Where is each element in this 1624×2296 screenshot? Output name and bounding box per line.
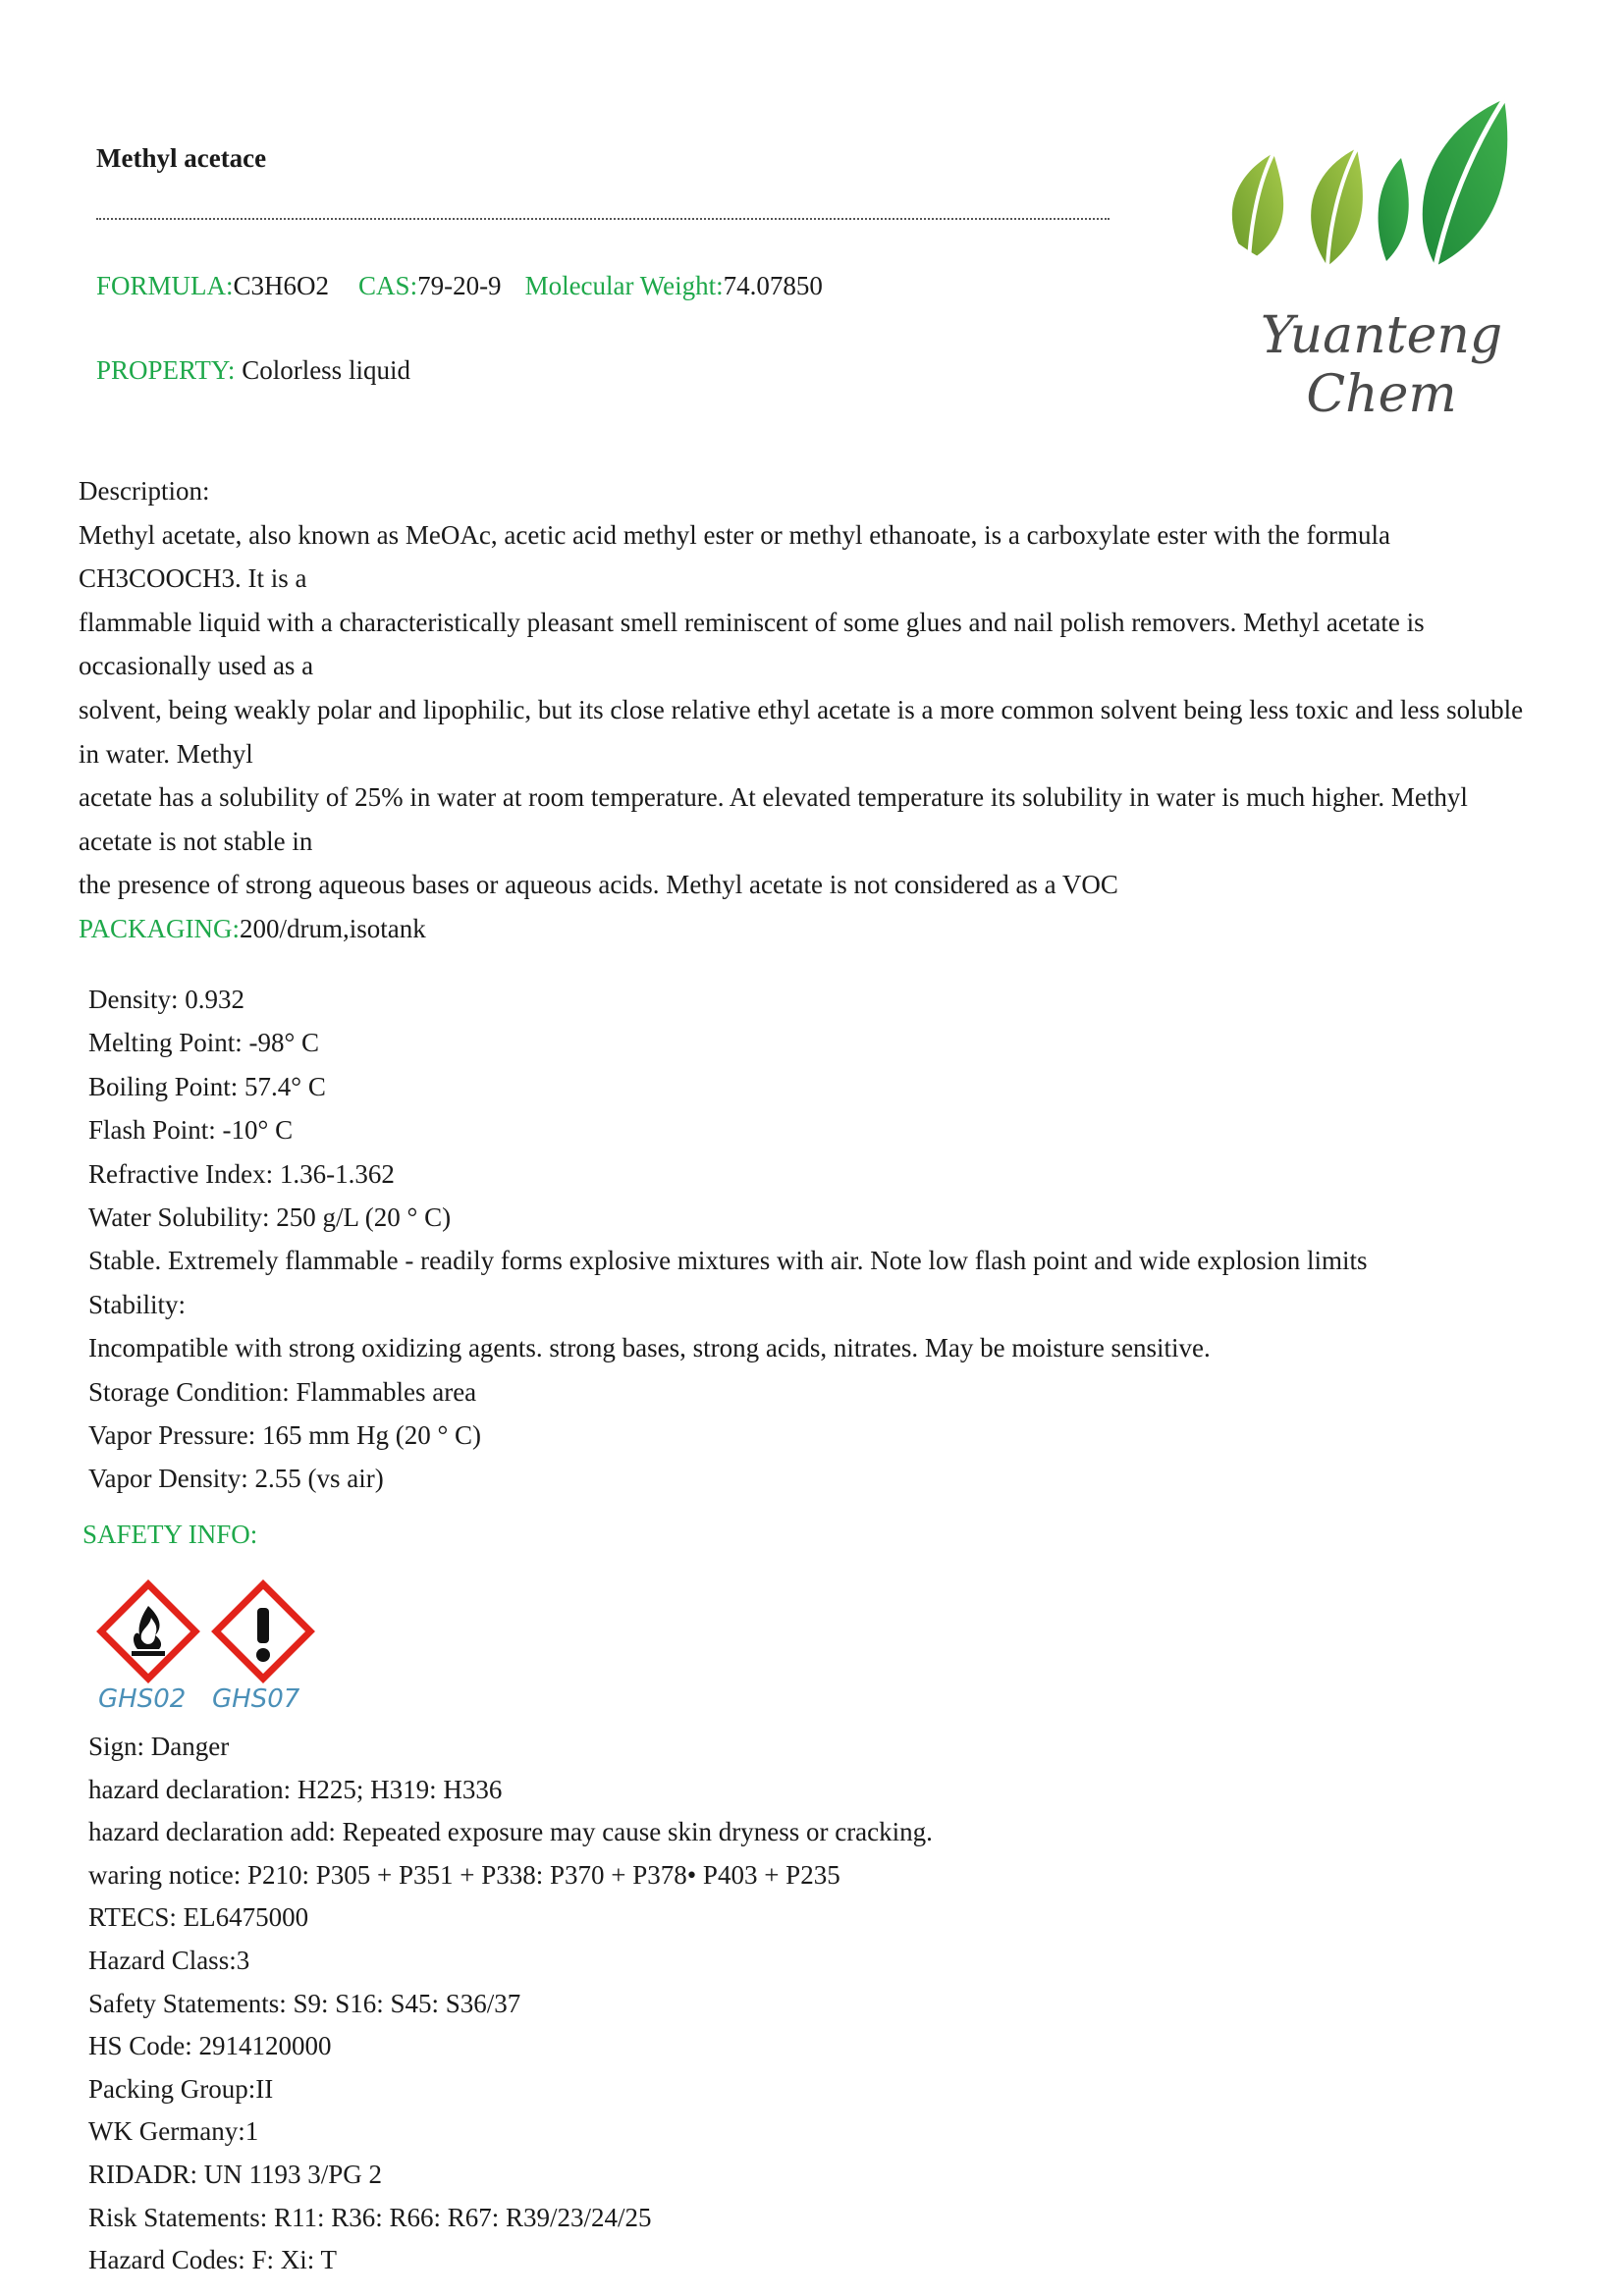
exclamation-hazard-icon [216, 1584, 310, 1679]
property-line [96, 355, 410, 386]
safety-item: RIDADR: UN 1193 3/PG 2 [88, 2159, 383, 2189]
safety-info-title: SAFETY INFO: [82, 1520, 258, 1549]
safety-item: Hazard Class:3 [88, 1945, 250, 1975]
property-item: Melting Point: -98° C [88, 1028, 320, 1058]
logo-wordmark: Yuanteng Chem [1260, 306, 1503, 424]
dotted-divider [96, 218, 1110, 220]
safety-item: Risk Statements: R11: R36: R66: R67: R39/23/24/25 [88, 2202, 652, 2232]
molecular-weight-value: 74.07850 [723, 271, 823, 300]
molecular-weight-label: Molecular Weight: [524, 271, 724, 300]
formula-line [96, 271, 823, 301]
description-paragraph: the presence of strong aqueous bases or aqueous acids. Methyl acetate is not considered as a VOC [79, 870, 1118, 900]
property-item: Density: 0.932 [88, 985, 244, 1014]
safety-item: hazard declaration: H225; H319: H336 [88, 1774, 503, 1804]
safety-item: Packing Group:II [88, 2073, 274, 2104]
safety-item: WK Germany:1 [88, 2116, 259, 2147]
packaging-value: 200/drum,isotank [240, 913, 426, 943]
formula-value: C3H6O2 [233, 271, 330, 300]
cas-label: CAS: [358, 271, 418, 300]
description-paragraph: flammable liquid with a characteristically pleasant smell reminiscent of some glues and nail polish removers. Methyl acetate is occasionally used as a [79, 607, 1425, 681]
packaging-line [79, 907, 1532, 951]
formula-label: FORMULA: [96, 271, 234, 300]
document-title: Methyl acetace [96, 143, 267, 173]
description-paragraph: Methyl acetate, also known as MeOAc, acetic acid methyl ester or methyl ethanoate, is a carboxylate ester with the formula CH3COOCH3. It is a [79, 519, 1390, 594]
description-paragraph: acetate has a solubility of 25% in water at room temperature. At elevated temperature its solubility in water is much higher. Methyl acetate is not stable in [79, 782, 1468, 856]
properties-list [88, 978, 1561, 1501]
ghs07-label: GHS07 [212, 1684, 300, 1714]
safety-item: hazard declaration add: Repeated exposure may cause skin dryness or cracking. [88, 1817, 933, 1847]
property-item: Stable. Extremely flammable - readily forms explosive mixtures with air. Note low flash point and wide explosion limits [88, 1246, 1368, 1276]
property-item: Stability: [88, 1289, 187, 1319]
safety-item: Sign: Danger [88, 1732, 230, 1761]
safety-list [88, 1726, 1561, 2282]
property-item: Storage Condition: Flammables area [88, 1376, 477, 1407]
property-item: Refractive Index: 1.36-1.362 [88, 1158, 395, 1189]
flame-hazard-icon [101, 1584, 195, 1679]
cas-value: 79-20-9 [417, 271, 502, 300]
ghs02-label: GHS02 [98, 1684, 187, 1714]
property-label: PROPERTY: [96, 355, 236, 385]
property-item: Flash Point: -10° C [88, 1115, 294, 1146]
property-value: Colorless liquid [235, 355, 410, 385]
safety-item: RTECS: EL6475000 [88, 1902, 309, 1933]
description-heading: Description: [79, 476, 210, 506]
safety-item: Safety Statements: S9: S16: S45: S36/37 [88, 1988, 521, 2018]
property-item: Water Solubility: 250 g/L (20 ° C) [88, 1202, 452, 1233]
description-section [79, 469, 1532, 951]
packaging-label: PACKAGING: [79, 913, 241, 943]
safety-item: waring notice: P210: P305 + P351 + P338: P370 + P378• P403 + P235 [88, 1859, 840, 1890]
property-item: Vapor Pressure: 165 mm Hg (20 ° C) [88, 1420, 482, 1451]
property-item: Vapor Density: 2.55 (vs air) [88, 1464, 384, 1494]
safety-item: Hazard Codes: F: Xi: T [88, 2245, 337, 2275]
description-paragraph: solvent, being weakly polar and lipophilic, but its close relative ethyl acetate is a more common solvent being less toxic and less soluble in water. Methyl [79, 694, 1524, 769]
safety-item: HS Code: 2914120000 [88, 2031, 332, 2061]
property-item: Incompatible with strong oxidizing agents. strong bases, strong acids, nitrates. May be moisture sensitive. [88, 1333, 1211, 1363]
property-item: Boiling Point: 57.4° C [88, 1071, 326, 1101]
